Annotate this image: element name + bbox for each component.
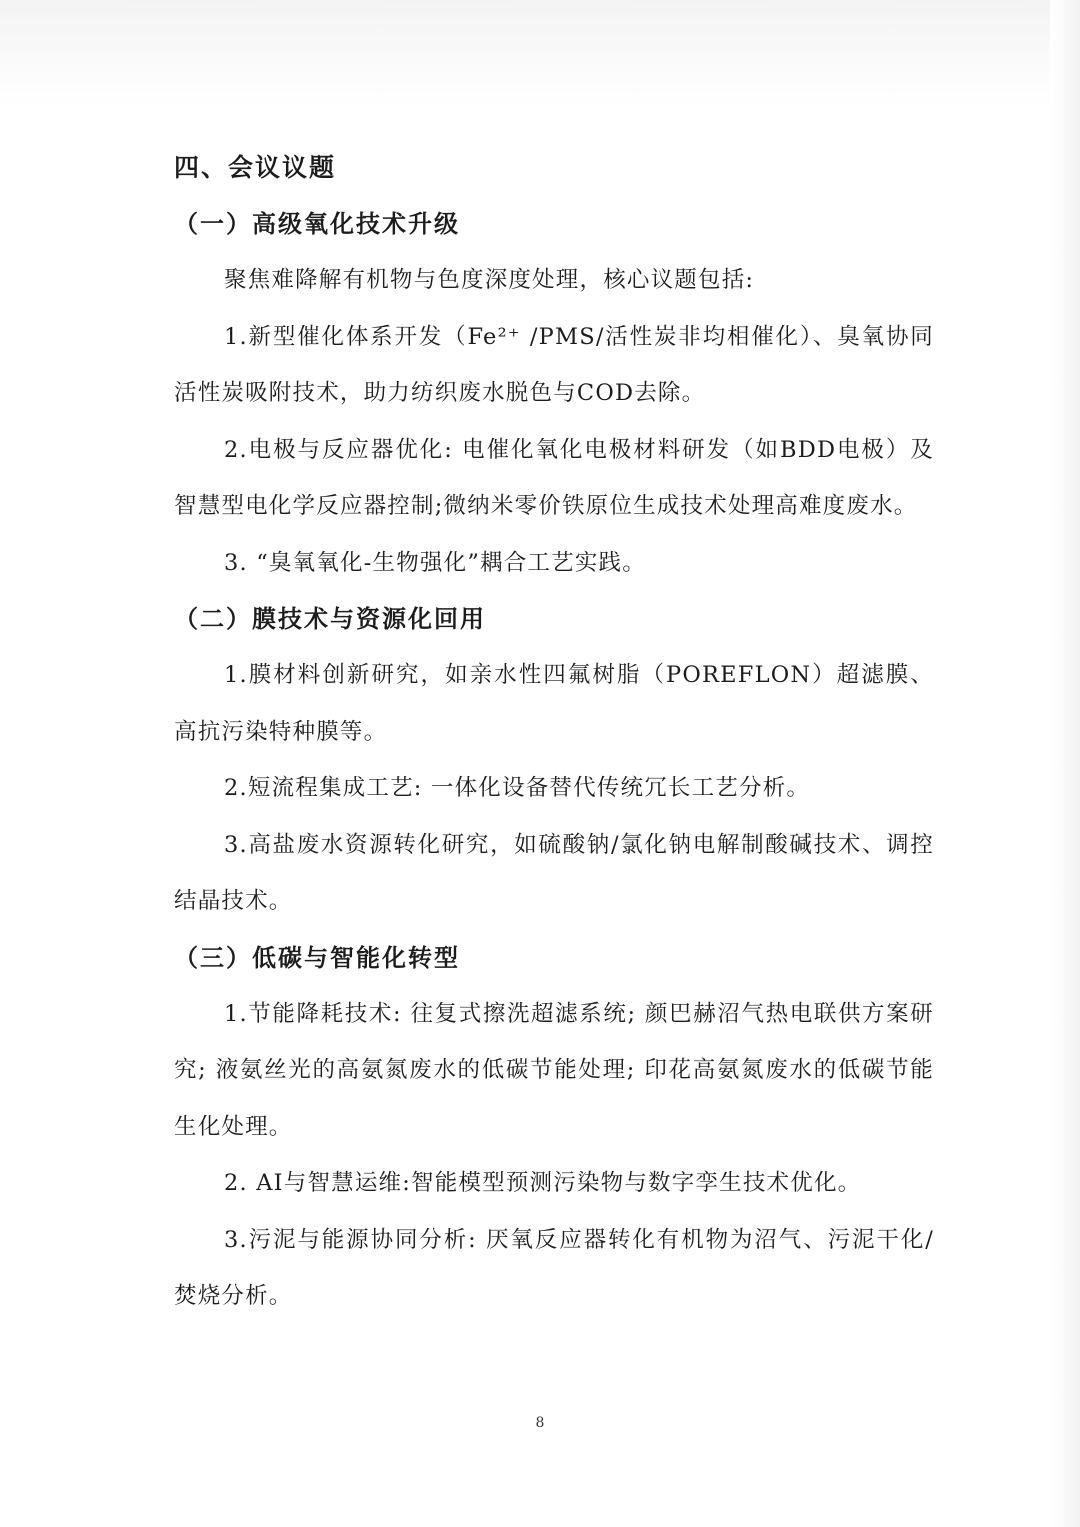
subsection-title: （一）高级氧化技术升级 [174, 209, 460, 238]
section-heading: 四、会议议题 [174, 153, 337, 182]
paragraph: 2.电极与反应器优化: 电催化氧化电极材料研发（如BDD电极）及智慧型电化学反应器控制;微纳米零价铁原位生成技术处理高难度废水。 [174, 436, 934, 519]
document-page [174, 140, 934, 1325]
subsection-1 [174, 196, 934, 591]
paragraph: 2.短流程集成工艺: 一体化设备替代传统冗长工艺分析。 [224, 775, 811, 801]
subsection-2 [174, 591, 934, 930]
scan-shading-right [1050, 0, 1080, 1527]
subsection-title: （三）低碳与智能化转型 [174, 942, 460, 972]
paragraph: 1.膜材料创新研究，如亲水性四氟树脂（POREFLON）超滤膜、高抗污染特种膜等。 [174, 662, 934, 745]
scan-shading-top [0, 0, 1080, 110]
paragraph: 3.高盐废水资源转化研究，如硫酸钠/氯化钠电解制酸碱技术、调控结晶技术。 [174, 831, 934, 914]
paragraph: 聚焦难降解有机物与色度深度处理，核心议题包括: [224, 267, 755, 293]
paragraph: 2. AI与智慧运维:智能模型预测污染物与数字孪生技术优化。 [224, 1170, 862, 1196]
paragraph: 1.新型催化体系开发（Fe²⁺ /PMS/活性炭非均相催化）、臭氧协同活性炭吸附技术，助力纺织废水脱色与COD去除。 [174, 323, 934, 406]
paragraph: 3. “臭氧氧化-生物强化”耦合工艺实践。 [224, 549, 646, 576]
paragraph: 1.节能降耗技术: 往复式擦洗超滤系统; 颜巴赫沼气热电联供方案研究; 液氨丝光的高氨氮废水的低碳节能处理; 印花高氨氮废水的低碳节能生化处理。 [174, 1000, 934, 1140]
paragraph: 3.污泥与能源协同分析: 厌氧反应器转化有机物为沼气、污泥干化/焚烧分析。 [174, 1226, 934, 1309]
subsection-title: （二）膜技术与资源化回用 [174, 604, 486, 633]
page-number: 8 [535, 1415, 545, 1431]
subsection-3 [174, 930, 934, 1325]
